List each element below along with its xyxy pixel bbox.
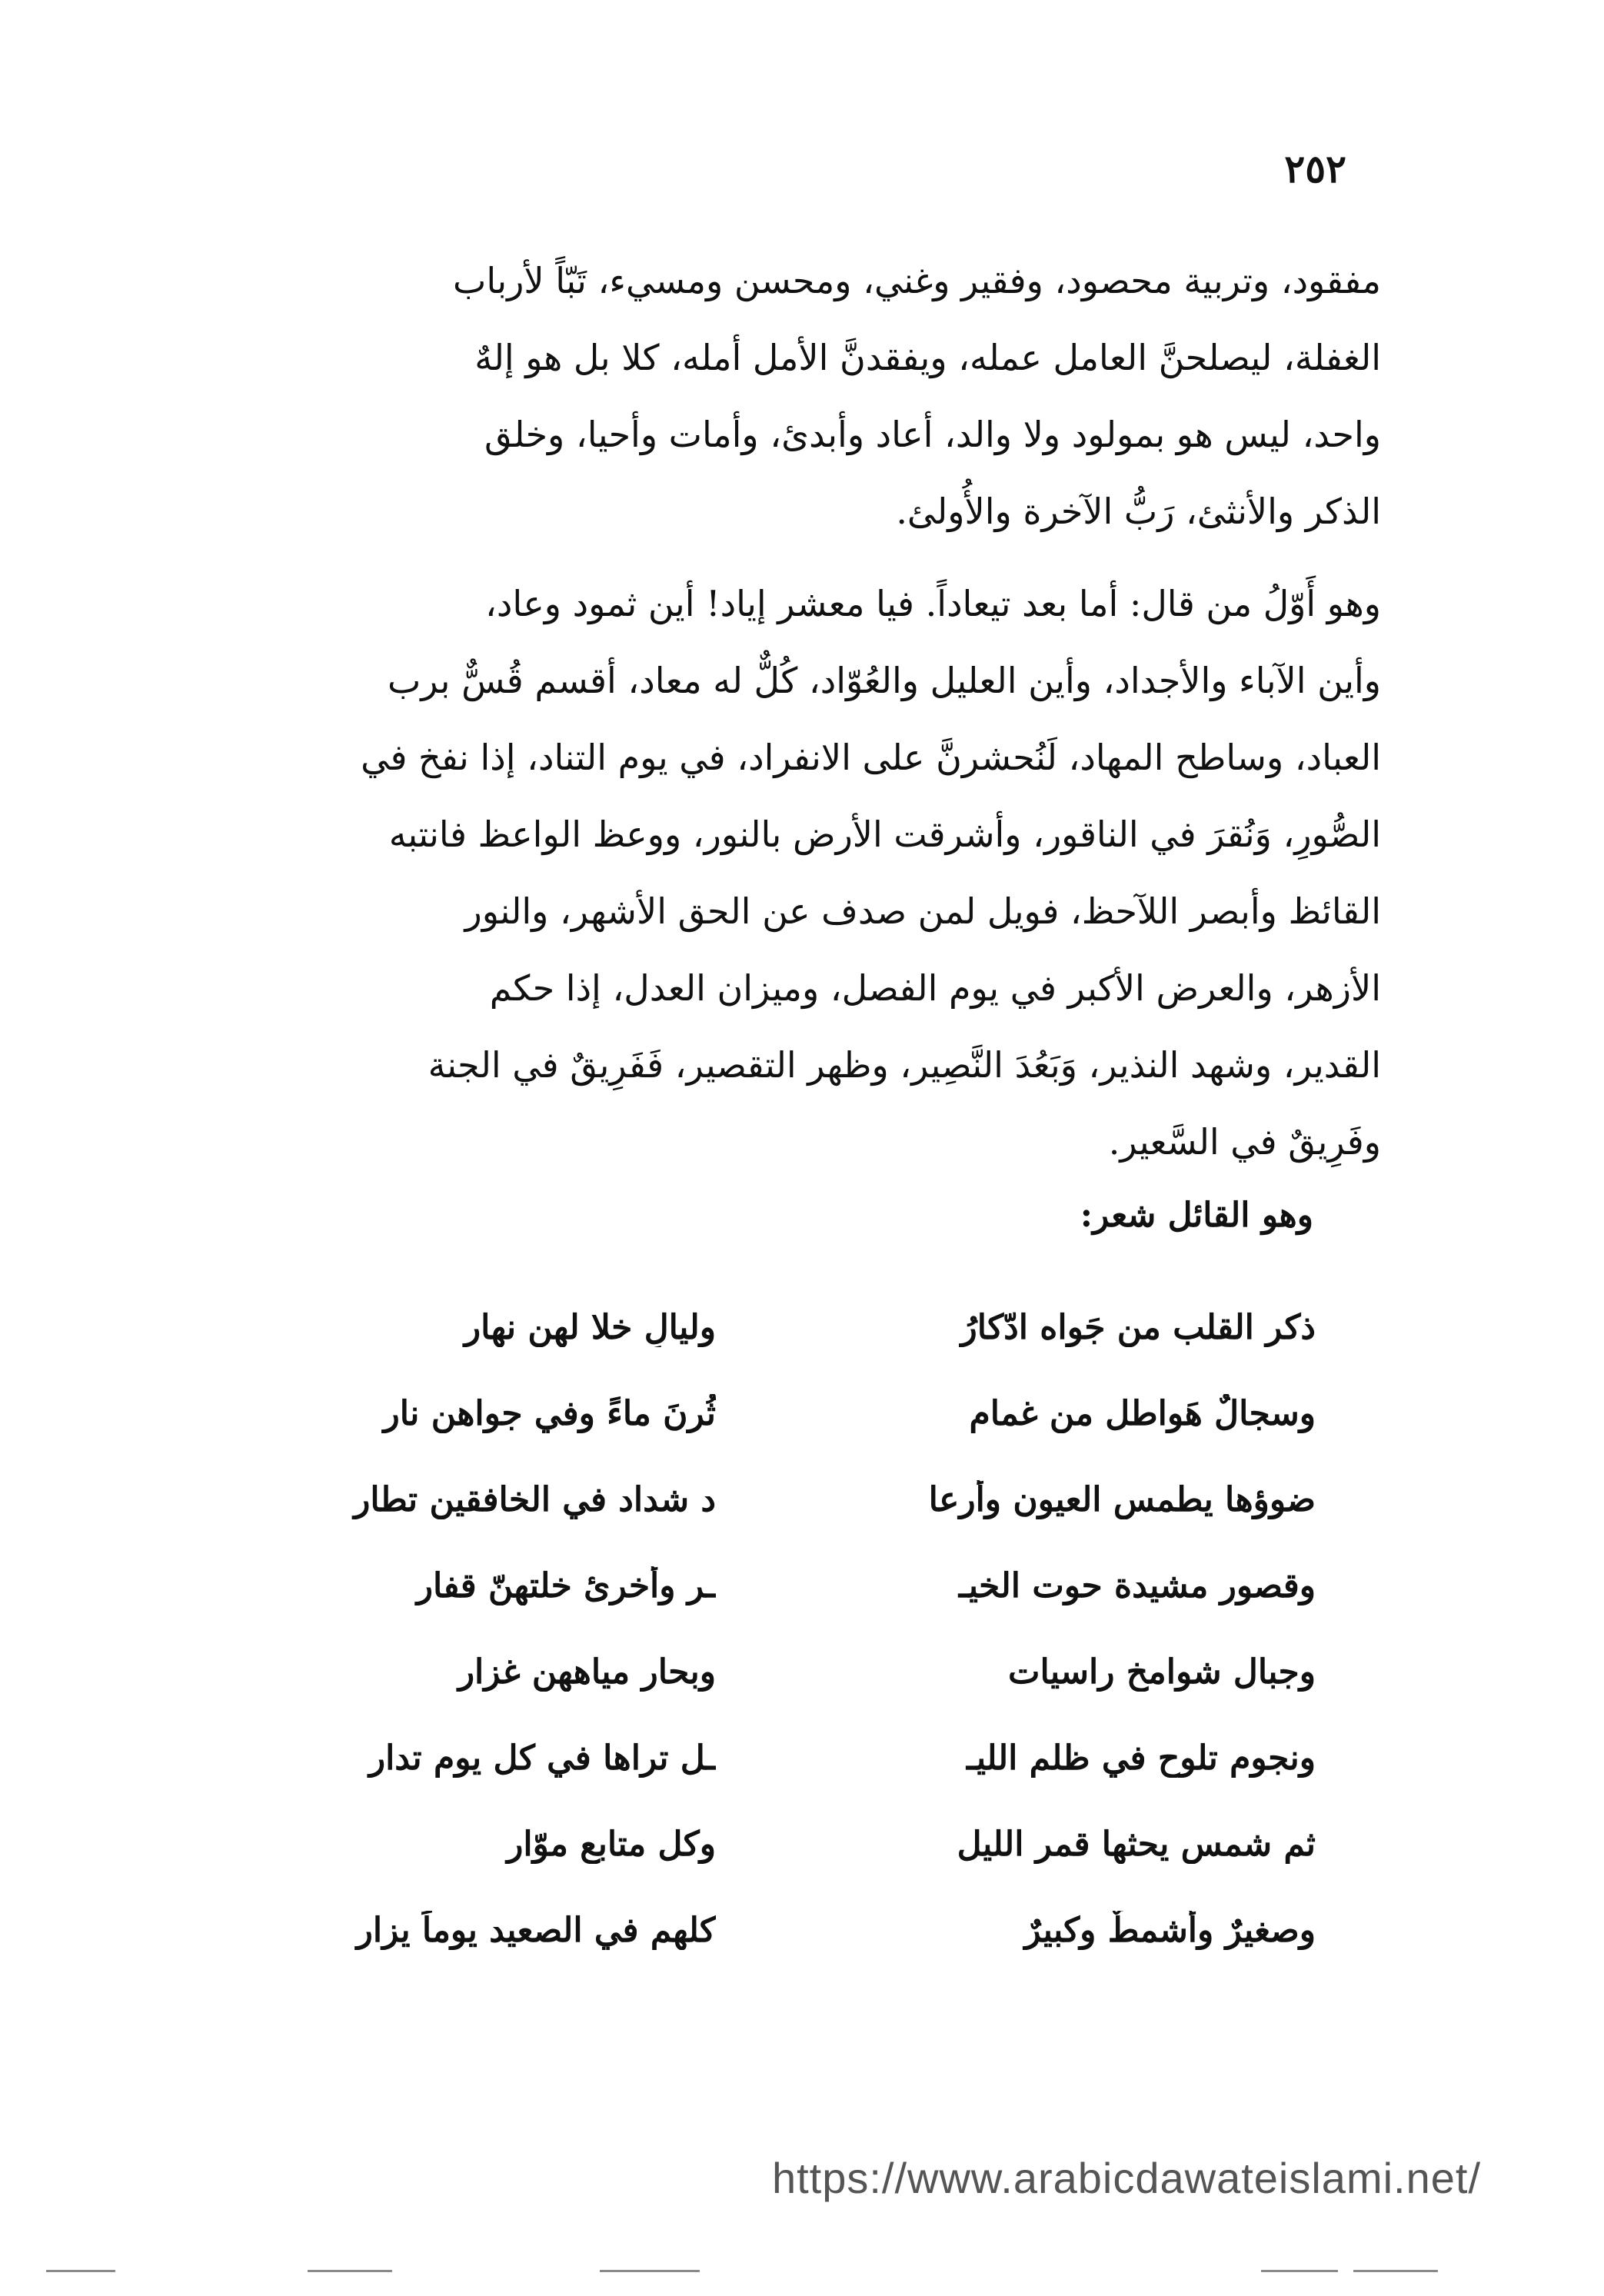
paragraph-1	[181, 242, 1381, 550]
text-line: العباد، وساطح المهاد، لَنُحشرنَّ على الانفراد، في يوم التناد، إذا نفخ في	[361, 737, 1381, 778]
first-hemistich: ونجوم تلوح في ظلم الليـ	[966, 1738, 1316, 1778]
first-hemistich: وقصور مشيدة حوت الخيـ	[958, 1566, 1316, 1606]
poem-verse	[239, 1715, 1316, 1801]
second-hemistich: كلهم في الصعيد يوماً يزار	[356, 1910, 716, 1950]
poem-verse	[239, 1284, 1316, 1370]
text-line: الصُّورِ، وَنُقرَ في الناقور، وأشرقت الأرض بالنور، ووعظ الواعظ فانتبه	[388, 814, 1381, 855]
footer-rule	[308, 2270, 392, 2272]
text-line: القائظ وأبصر اللآحظ، فويل لمن صدف عن الحق الأشهر، والنور	[464, 890, 1381, 932]
second-hemistich: وكل متابع موّار	[507, 1824, 716, 1864]
first-hemistich: ذكر القلب من جَواه ادّكارُ	[960, 1307, 1316, 1347]
text-line: الغفلة، ليصلحنَّ العامل عمله، ويفقدنَّ الأمل أمله، كلا بل هو إلهٌ	[474, 337, 1381, 378]
first-hemistich: ثم شمس يحثها قمر الليل	[957, 1824, 1316, 1864]
first-hemistich: وجبال شوامخ راسيات	[1008, 1652, 1316, 1692]
paragraph-2	[181, 565, 1381, 1180]
poem-verse	[239, 1801, 1316, 1887]
text-line: وهو أَوّلُ من قال: أما بعد تيعاداً. فيا معشر إياد! أين ثمود وعاد،	[484, 583, 1381, 624]
text-line: وأين الآباء والأجداد، وأين العليل والعُوّاد، كُلٌّ له معاد، أقسم قُسٌّ برب	[388, 660, 1381, 701]
second-hemistich: ثُرنَ ماءً وفي جواهن نار	[383, 1393, 716, 1433]
poem-verse	[239, 1629, 1316, 1715]
poem-verse	[239, 1542, 1316, 1629]
text-line: واحد، ليس هو بمولود ولا والد، أعاد وأبدئ، وأمات وأحيا، وخلق	[484, 414, 1381, 455]
second-hemistich: ـل تراها في كل يوم تدار	[368, 1738, 716, 1778]
text-line: القدير، وشهد النذير، وَبَعُدَ النَّصِير، وظهر التقصير، فَفَرِيقٌ في الجنة	[428, 1044, 1381, 1086]
text-line: مفقود، وتربية محصود، وفقير وغني، ومحسن ومسيء، تَبّاً لأرباب	[453, 260, 1381, 301]
poem-verse	[239, 1887, 1316, 1973]
text-line: وفَرِيقٌ في السَّعير.	[1108, 1121, 1381, 1163]
footer-rule	[1261, 2270, 1338, 2272]
first-hemistich: ضوؤها يطمس العيون وأرعا	[928, 1479, 1316, 1519]
footer-rule	[1353, 2270, 1438, 2272]
text-line: الأزهر، والعرض الأكبر في يوم الفصل، وميزان العدل، إذا حكم	[489, 967, 1381, 1009]
footer-rule	[600, 2270, 700, 2272]
footer-rule	[46, 2270, 115, 2272]
poem-verse	[239, 1456, 1316, 1542]
text-line: الذكر والأنثئ، رَبُّ الآخرة والأُولئ.	[896, 491, 1381, 532]
second-hemistich: وليالٍ خلا لهن نهار	[464, 1307, 716, 1347]
poem-intro: وهو القائل شعر:	[1080, 1196, 1313, 1235]
first-hemistich: وصغيرٌ وأشمطٌ وكبيرٌ	[1024, 1910, 1316, 1950]
poem	[239, 1284, 1316, 1973]
page-number: ٢٥٢	[1284, 146, 1346, 191]
first-hemistich: وسجالٌ هَواطل من غمام	[969, 1393, 1316, 1433]
second-hemistich: ـر وأخرئ خلتهنّ قفار	[416, 1566, 716, 1606]
poem-verse	[239, 1370, 1316, 1456]
watermark-url[interactable]: https://www.arabicdawateislami.net/	[771, 2154, 1481, 2202]
second-hemistich: د شداد في الخافقين تطار	[354, 1479, 716, 1519]
second-hemistich: وبحار مياههن غزار	[458, 1652, 716, 1692]
